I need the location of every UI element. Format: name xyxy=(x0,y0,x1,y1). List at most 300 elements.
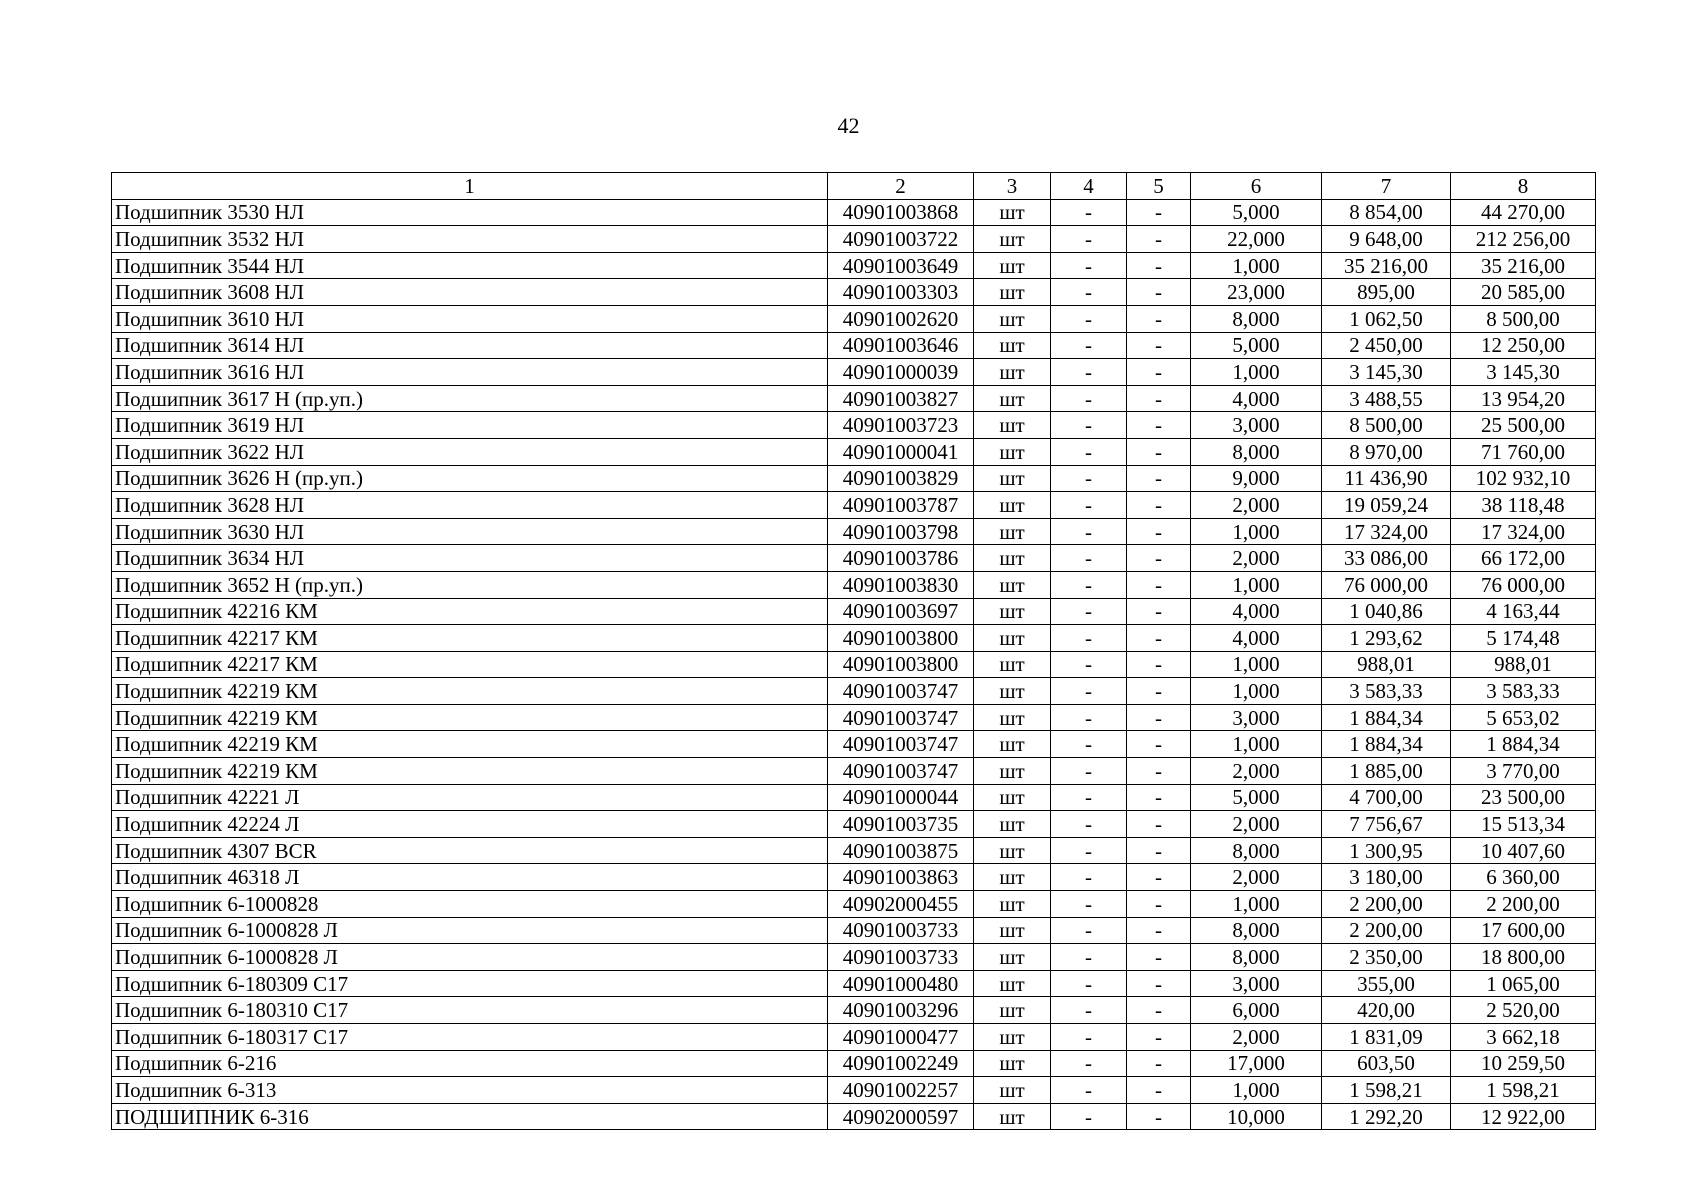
cell-amount: 66 172,00 xyxy=(1451,545,1596,572)
cell-code: 40901003875 xyxy=(828,837,974,864)
cell-unit: шт xyxy=(974,678,1051,705)
cell-quantity: 1,000 xyxy=(1191,359,1322,386)
cell-code: 40901003863 xyxy=(828,864,974,891)
cell-quantity: 1,000 xyxy=(1191,651,1322,678)
cell-col5: - xyxy=(1127,784,1191,811)
cell-quantity: 1,000 xyxy=(1191,518,1322,545)
cell-col4: - xyxy=(1051,1077,1127,1104)
table-row xyxy=(112,678,1596,705)
table-row xyxy=(112,837,1596,864)
cell-price: 3 180,00 xyxy=(1322,864,1451,891)
cell-name: Подшипник 42219 КМ xyxy=(112,758,828,785)
cell-col4: - xyxy=(1051,997,1127,1024)
cell-name: Подшипник 42216 КМ xyxy=(112,598,828,625)
cell-name: Подшипник 6-180310 С17 xyxy=(112,997,828,1024)
table-body xyxy=(112,199,1596,1130)
cell-amount: 2 200,00 xyxy=(1451,891,1596,918)
cell-unit: шт xyxy=(974,332,1051,359)
cell-name: Подшипник 3614 НЛ xyxy=(112,332,828,359)
cell-amount: 38 118,48 xyxy=(1451,492,1596,519)
table-row xyxy=(112,1077,1596,1104)
cell-amount: 8 500,00 xyxy=(1451,305,1596,332)
cell-quantity: 17,000 xyxy=(1191,1050,1322,1077)
cell-quantity: 4,000 xyxy=(1191,625,1322,652)
cell-price: 2 200,00 xyxy=(1322,917,1451,944)
table-row xyxy=(112,226,1596,253)
table-row xyxy=(112,651,1596,678)
cell-unit: шт xyxy=(974,837,1051,864)
cell-quantity: 1,000 xyxy=(1191,252,1322,279)
cell-name: Подшипник 4307 BCR xyxy=(112,837,828,864)
table-row xyxy=(112,625,1596,652)
cell-name: Подшипник 3608 НЛ xyxy=(112,279,828,306)
cell-quantity: 1,000 xyxy=(1191,731,1322,758)
cell-col4: - xyxy=(1051,891,1127,918)
cell-quantity: 3,000 xyxy=(1191,970,1322,997)
table-header-row xyxy=(112,173,1596,200)
cell-amount: 3 662,18 xyxy=(1451,1024,1596,1051)
cell-unit: шт xyxy=(974,598,1051,625)
cell-price: 1 885,00 xyxy=(1322,758,1451,785)
cell-unit: шт xyxy=(974,252,1051,279)
cell-col5: - xyxy=(1127,625,1191,652)
cell-name: Подшипник 3628 НЛ xyxy=(112,492,828,519)
cell-col5: - xyxy=(1127,970,1191,997)
cell-code: 40901003798 xyxy=(828,518,974,545)
cell-price: 895,00 xyxy=(1322,279,1451,306)
cell-code: 40901003830 xyxy=(828,571,974,598)
cell-col5: - xyxy=(1127,1050,1191,1077)
cell-amount: 212 256,00 xyxy=(1451,226,1596,253)
table-row xyxy=(112,784,1596,811)
cell-col5: - xyxy=(1127,545,1191,572)
cell-code: 40901003697 xyxy=(828,598,974,625)
column-header-7: 7 xyxy=(1322,173,1451,200)
table-row xyxy=(112,864,1596,891)
cell-amount: 102 932,10 xyxy=(1451,465,1596,492)
cell-price: 17 324,00 xyxy=(1322,518,1451,545)
cell-name: Подшипник 42219 КМ xyxy=(112,731,828,758)
cell-col4: - xyxy=(1051,252,1127,279)
cell-name: Подшипник 6-313 xyxy=(112,1077,828,1104)
cell-col5: - xyxy=(1127,1077,1191,1104)
table-row xyxy=(112,305,1596,332)
cell-amount: 1 884,34 xyxy=(1451,731,1596,758)
cell-unit: шт xyxy=(974,226,1051,253)
cell-col5: - xyxy=(1127,412,1191,439)
cell-col5: - xyxy=(1127,199,1191,226)
cell-amount: 5 653,02 xyxy=(1451,704,1596,731)
cell-unit: шт xyxy=(974,465,1051,492)
cell-unit: шт xyxy=(974,359,1051,386)
table-row xyxy=(112,731,1596,758)
table-row xyxy=(112,758,1596,785)
cell-name: Подшипник 42221 Л xyxy=(112,784,828,811)
cell-code: 40901003735 xyxy=(828,811,974,838)
cell-code: 40901003787 xyxy=(828,492,974,519)
cell-col5: - xyxy=(1127,492,1191,519)
cell-col5: - xyxy=(1127,279,1191,306)
cell-col5: - xyxy=(1127,465,1191,492)
cell-name: Подшипник 3610 НЛ xyxy=(112,305,828,332)
cell-amount: 17 600,00 xyxy=(1451,917,1596,944)
cell-name: Подшипник 3617 Н (пр.уп.) xyxy=(112,385,828,412)
cell-price: 1 292,20 xyxy=(1322,1103,1451,1130)
cell-amount: 12 250,00 xyxy=(1451,332,1596,359)
cell-amount: 71 760,00 xyxy=(1451,438,1596,465)
cell-col5: - xyxy=(1127,226,1191,253)
cell-price: 35 216,00 xyxy=(1322,252,1451,279)
cell-col5: - xyxy=(1127,891,1191,918)
cell-quantity: 10,000 xyxy=(1191,1103,1322,1130)
cell-name: Подшипник 42217 КМ xyxy=(112,651,828,678)
cell-col4: - xyxy=(1051,970,1127,997)
cell-col4: - xyxy=(1051,837,1127,864)
cell-col4: - xyxy=(1051,305,1127,332)
cell-amount: 18 800,00 xyxy=(1451,944,1596,971)
cell-col5: - xyxy=(1127,837,1191,864)
column-header-5: 5 xyxy=(1127,173,1191,200)
cell-unit: шт xyxy=(974,784,1051,811)
cell-quantity: 2,000 xyxy=(1191,758,1322,785)
cell-col4: - xyxy=(1051,438,1127,465)
cell-quantity: 3,000 xyxy=(1191,412,1322,439)
cell-amount: 12 922,00 xyxy=(1451,1103,1596,1130)
cell-col4: - xyxy=(1051,332,1127,359)
cell-code: 40901002257 xyxy=(828,1077,974,1104)
cell-price: 355,00 xyxy=(1322,970,1451,997)
cell-code: 40901002620 xyxy=(828,305,974,332)
cell-amount: 6 360,00 xyxy=(1451,864,1596,891)
cell-col4: - xyxy=(1051,545,1127,572)
cell-col4: - xyxy=(1051,465,1127,492)
table-row xyxy=(112,492,1596,519)
cell-name: Подшипник 6-180317 С17 xyxy=(112,1024,828,1051)
cell-unit: шт xyxy=(974,1103,1051,1130)
cell-unit: шт xyxy=(974,891,1051,918)
cell-col5: - xyxy=(1127,758,1191,785)
table-row xyxy=(112,465,1596,492)
cell-name: Подшипник 46318 Л xyxy=(112,864,828,891)
cell-unit: шт xyxy=(974,1077,1051,1104)
cell-unit: шт xyxy=(974,199,1051,226)
cell-price: 8 854,00 xyxy=(1322,199,1451,226)
cell-amount: 13 954,20 xyxy=(1451,385,1596,412)
cell-name: Подшипник 42217 КМ xyxy=(112,625,828,652)
cell-price: 1 293,62 xyxy=(1322,625,1451,652)
column-header-3: 3 xyxy=(974,173,1051,200)
cell-col4: - xyxy=(1051,518,1127,545)
cell-name: Подшипник 6-1000828 Л xyxy=(112,944,828,971)
table-row xyxy=(112,359,1596,386)
cell-amount: 1 598,21 xyxy=(1451,1077,1596,1104)
cell-col4: - xyxy=(1051,651,1127,678)
cell-code: 40901003800 xyxy=(828,625,974,652)
table-row xyxy=(112,598,1596,625)
table-row xyxy=(112,944,1596,971)
cell-quantity: 1,000 xyxy=(1191,571,1322,598)
cell-col5: - xyxy=(1127,438,1191,465)
cell-code: 40901003747 xyxy=(828,678,974,705)
cell-col4: - xyxy=(1051,226,1127,253)
cell-code: 40901000041 xyxy=(828,438,974,465)
cell-unit: шт xyxy=(974,970,1051,997)
cell-unit: шт xyxy=(974,518,1051,545)
cell-col5: - xyxy=(1127,518,1191,545)
column-header-6: 6 xyxy=(1191,173,1322,200)
cell-name: Подшипник 6-216 xyxy=(112,1050,828,1077)
cell-quantity: 8,000 xyxy=(1191,944,1322,971)
table-row xyxy=(112,970,1596,997)
cell-price: 1 884,34 xyxy=(1322,704,1451,731)
cell-unit: шт xyxy=(974,571,1051,598)
table-row xyxy=(112,518,1596,545)
cell-unit: шт xyxy=(974,438,1051,465)
cell-name: ПОДШИПНИК 6-316 xyxy=(112,1103,828,1130)
cell-name: Подшипник 3616 НЛ xyxy=(112,359,828,386)
cell-code: 40901003723 xyxy=(828,412,974,439)
cell-code: 40901003747 xyxy=(828,758,974,785)
table-row xyxy=(112,199,1596,226)
cell-col5: - xyxy=(1127,704,1191,731)
cell-quantity: 1,000 xyxy=(1191,891,1322,918)
cell-code: 40902000455 xyxy=(828,891,974,918)
cell-col4: - xyxy=(1051,492,1127,519)
cell-name: Подшипник 6-1000828 xyxy=(112,891,828,918)
cell-quantity: 5,000 xyxy=(1191,332,1322,359)
column-header-2: 2 xyxy=(828,173,974,200)
cell-col4: - xyxy=(1051,1024,1127,1051)
cell-col5: - xyxy=(1127,359,1191,386)
cell-name: Подшипник 3622 НЛ xyxy=(112,438,828,465)
cell-unit: шт xyxy=(974,492,1051,519)
cell-col5: - xyxy=(1127,1103,1191,1130)
cell-code: 40901003829 xyxy=(828,465,974,492)
cell-quantity: 2,000 xyxy=(1191,1024,1322,1051)
table-row xyxy=(112,332,1596,359)
cell-unit: шт xyxy=(974,651,1051,678)
cell-col5: - xyxy=(1127,651,1191,678)
cell-price: 9 648,00 xyxy=(1322,226,1451,253)
cell-amount: 17 324,00 xyxy=(1451,518,1596,545)
cell-name: Подшипник 3544 НЛ xyxy=(112,252,828,279)
cell-price: 19 059,24 xyxy=(1322,492,1451,519)
cell-name: Подшипник 3630 НЛ xyxy=(112,518,828,545)
cell-code: 40901003747 xyxy=(828,731,974,758)
cell-quantity: 2,000 xyxy=(1191,545,1322,572)
cell-unit: шт xyxy=(974,545,1051,572)
table-row xyxy=(112,891,1596,918)
table-row xyxy=(112,917,1596,944)
cell-amount: 20 585,00 xyxy=(1451,279,1596,306)
cell-quantity: 5,000 xyxy=(1191,784,1322,811)
cell-price: 8 500,00 xyxy=(1322,412,1451,439)
cell-name: Подшипник 3634 НЛ xyxy=(112,545,828,572)
table-row xyxy=(112,438,1596,465)
cell-price: 3 488,55 xyxy=(1322,385,1451,412)
cell-unit: шт xyxy=(974,864,1051,891)
cell-quantity: 9,000 xyxy=(1191,465,1322,492)
cell-col4: - xyxy=(1051,864,1127,891)
cell-price: 420,00 xyxy=(1322,997,1451,1024)
cell-col4: - xyxy=(1051,811,1127,838)
column-header-1: 1 xyxy=(112,173,828,200)
table-row xyxy=(112,1024,1596,1051)
cell-price: 1 831,09 xyxy=(1322,1024,1451,1051)
cell-col5: - xyxy=(1127,997,1191,1024)
cell-col4: - xyxy=(1051,279,1127,306)
cell-name: Подшипник 42224 Л xyxy=(112,811,828,838)
cell-code: 40901003733 xyxy=(828,944,974,971)
cell-price: 11 436,90 xyxy=(1322,465,1451,492)
cell-unit: шт xyxy=(974,1050,1051,1077)
cell-name: Подшипник 42219 КМ xyxy=(112,704,828,731)
cell-price: 3 145,30 xyxy=(1322,359,1451,386)
cell-col4: - xyxy=(1051,385,1127,412)
cell-code: 40901003296 xyxy=(828,997,974,1024)
cell-price: 1 062,50 xyxy=(1322,305,1451,332)
cell-col4: - xyxy=(1051,1103,1127,1130)
cell-col4: - xyxy=(1051,678,1127,705)
cell-col4: - xyxy=(1051,598,1127,625)
cell-col5: - xyxy=(1127,571,1191,598)
cell-price: 7 756,67 xyxy=(1322,811,1451,838)
cell-quantity: 4,000 xyxy=(1191,598,1322,625)
cell-unit: шт xyxy=(974,305,1051,332)
cell-amount: 10 407,60 xyxy=(1451,837,1596,864)
cell-price: 1 300,95 xyxy=(1322,837,1451,864)
cell-name: Подшипник 3619 НЛ xyxy=(112,412,828,439)
cell-quantity: 8,000 xyxy=(1191,837,1322,864)
cell-quantity: 8,000 xyxy=(1191,305,1322,332)
cell-amount: 35 216,00 xyxy=(1451,252,1596,279)
cell-unit: шт xyxy=(974,1024,1051,1051)
cell-col4: - xyxy=(1051,731,1127,758)
cell-amount: 4 163,44 xyxy=(1451,598,1596,625)
cell-name: Подшипник 3652 Н (пр.уп.) xyxy=(112,571,828,598)
cell-price: 2 200,00 xyxy=(1322,891,1451,918)
cell-col5: - xyxy=(1127,678,1191,705)
cell-col5: - xyxy=(1127,332,1191,359)
cell-price: 3 583,33 xyxy=(1322,678,1451,705)
cell-price: 603,50 xyxy=(1322,1050,1451,1077)
cell-col5: - xyxy=(1127,864,1191,891)
cell-quantity: 1,000 xyxy=(1191,678,1322,705)
cell-quantity: 8,000 xyxy=(1191,917,1322,944)
cell-amount: 23 500,00 xyxy=(1451,784,1596,811)
cell-price: 2 450,00 xyxy=(1322,332,1451,359)
cell-col5: - xyxy=(1127,305,1191,332)
table-row xyxy=(112,252,1596,279)
cell-unit: шт xyxy=(974,944,1051,971)
cell-code: 40902000597 xyxy=(828,1103,974,1130)
cell-unit: шт xyxy=(974,704,1051,731)
table-row xyxy=(112,279,1596,306)
table-row xyxy=(112,811,1596,838)
cell-col5: - xyxy=(1127,731,1191,758)
cell-price: 33 086,00 xyxy=(1322,545,1451,572)
cell-amount: 3 583,33 xyxy=(1451,678,1596,705)
cell-col5: - xyxy=(1127,598,1191,625)
cell-code: 40901000044 xyxy=(828,784,974,811)
table-row xyxy=(112,412,1596,439)
cell-name: Подшипник 3626 Н (пр.уп.) xyxy=(112,465,828,492)
cell-name: Подшипник 42219 КМ xyxy=(112,678,828,705)
cell-code: 40901003868 xyxy=(828,199,974,226)
cell-quantity: 6,000 xyxy=(1191,997,1322,1024)
cell-price: 76 000,00 xyxy=(1322,571,1451,598)
cell-unit: шт xyxy=(974,811,1051,838)
cell-col4: - xyxy=(1051,359,1127,386)
cell-unit: шт xyxy=(974,731,1051,758)
cell-amount: 76 000,00 xyxy=(1451,571,1596,598)
cell-unit: шт xyxy=(974,279,1051,306)
cell-col5: - xyxy=(1127,811,1191,838)
cell-name: Подшипник 6-180309 С17 xyxy=(112,970,828,997)
cell-code: 40901003827 xyxy=(828,385,974,412)
cell-amount: 3 770,00 xyxy=(1451,758,1596,785)
cell-code: 40901000480 xyxy=(828,970,974,997)
column-header-4: 4 xyxy=(1051,173,1127,200)
cell-col4: - xyxy=(1051,571,1127,598)
page-number: 42 xyxy=(837,113,860,138)
cell-amount: 15 513,34 xyxy=(1451,811,1596,838)
cell-amount: 1 065,00 xyxy=(1451,970,1596,997)
cell-amount: 3 145,30 xyxy=(1451,359,1596,386)
cell-amount: 988,01 xyxy=(1451,651,1596,678)
cell-quantity: 5,000 xyxy=(1191,199,1322,226)
cell-price: 1 598,21 xyxy=(1322,1077,1451,1104)
cell-name: Подшипник 6-1000828 Л xyxy=(112,917,828,944)
cell-col4: - xyxy=(1051,758,1127,785)
cell-col5: - xyxy=(1127,252,1191,279)
table-row xyxy=(112,704,1596,731)
cell-price: 8 970,00 xyxy=(1322,438,1451,465)
cell-code: 40901003722 xyxy=(828,226,974,253)
cell-col4: - xyxy=(1051,199,1127,226)
cell-quantity: 23,000 xyxy=(1191,279,1322,306)
cell-col5: - xyxy=(1127,917,1191,944)
cell-col4: - xyxy=(1051,625,1127,652)
cell-unit: шт xyxy=(974,917,1051,944)
cell-col4: - xyxy=(1051,944,1127,971)
cell-code: 40901003800 xyxy=(828,651,974,678)
cell-col4: - xyxy=(1051,784,1127,811)
cell-code: 40901003649 xyxy=(828,252,974,279)
cell-col5: - xyxy=(1127,385,1191,412)
cell-amount: 10 259,50 xyxy=(1451,1050,1596,1077)
cell-code: 40901003733 xyxy=(828,917,974,944)
cell-amount: 44 270,00 xyxy=(1451,199,1596,226)
cell-code: 40901002249 xyxy=(828,1050,974,1077)
cell-quantity: 1,000 xyxy=(1191,1077,1322,1104)
cell-price: 1 040,86 xyxy=(1322,598,1451,625)
column-header-8: 8 xyxy=(1451,173,1596,200)
cell-name: Подшипник 3530 НЛ xyxy=(112,199,828,226)
cell-unit: шт xyxy=(974,997,1051,1024)
cell-price: 988,01 xyxy=(1322,651,1451,678)
cell-price: 4 700,00 xyxy=(1322,784,1451,811)
cell-col4: - xyxy=(1051,412,1127,439)
cell-unit: шт xyxy=(974,758,1051,785)
cell-quantity: 2,000 xyxy=(1191,811,1322,838)
cell-quantity: 2,000 xyxy=(1191,492,1322,519)
cell-col4: - xyxy=(1051,704,1127,731)
table-row xyxy=(112,997,1596,1024)
cell-col5: - xyxy=(1127,944,1191,971)
cell-quantity: 3,000 xyxy=(1191,704,1322,731)
cell-col4: - xyxy=(1051,1050,1127,1077)
